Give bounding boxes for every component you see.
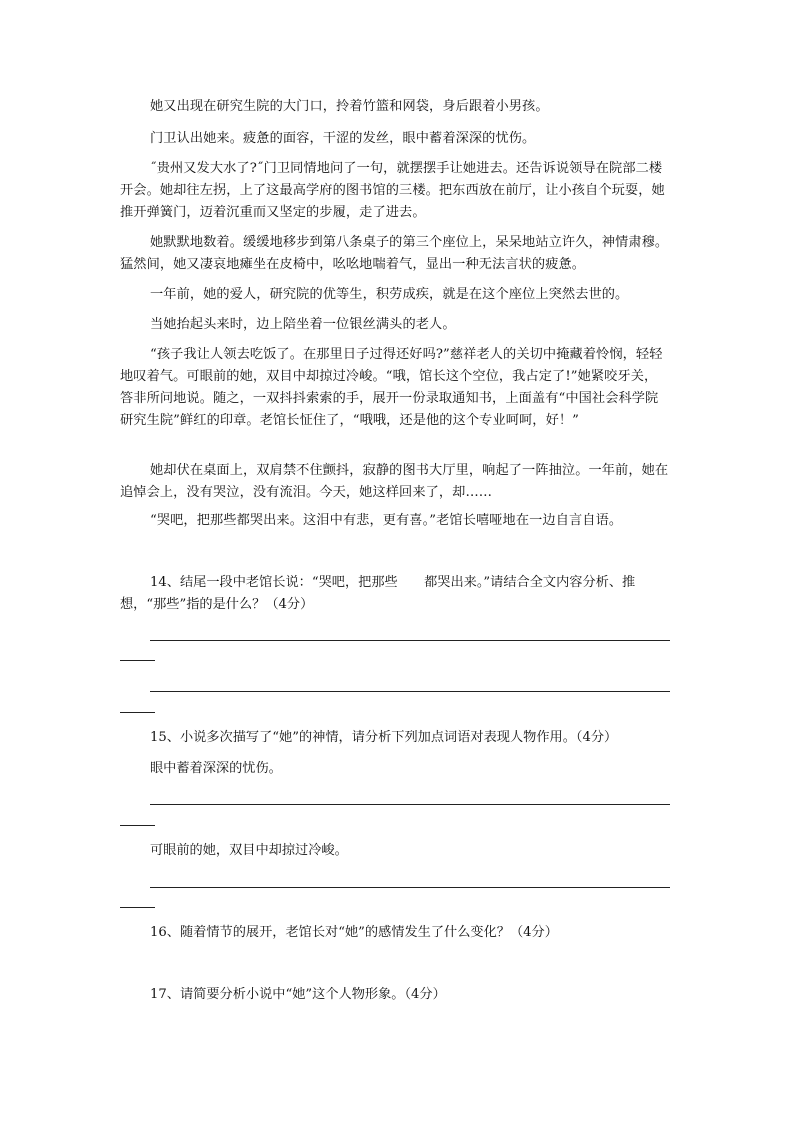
question-14: 14、结尾一段中老馆长说：“哭吧，把那些 都哭出来。”请结合全文内容分析、推想，“那些”指的是什么？（4分）	[120, 575, 636, 612]
answer-line-tail	[120, 825, 155, 826]
answer-line-tail	[120, 660, 155, 661]
story-paragraph-1: 她又出现在研究生院的大门口，拎着竹篮和网袋，身后跟着小男孩。	[150, 99, 549, 114]
story-paragraph-6: 当她抬起头来时，边上陪坐着一位银丝满头的老人。	[150, 317, 456, 332]
story-paragraph-9: “哭吧，把那些都哭出来。这泪中有悲，更有喜。”老馆长嘻哑地在一边自言自语。	[150, 513, 623, 528]
answer-line[interactable]	[150, 691, 670, 692]
story-paragraph-8: 她却伏在桌面上，双肩禁不住颤抖，寂静的图书大厅里，响起了一阵抽泣。一年前，她在追悼会上，没有哭泣，没有流泪。今天，她这样回来了，却……	[120, 463, 669, 500]
question-16: 16、随着情节的展开，老馆长对“她”的感情发生了什么变化？（4分）	[150, 925, 558, 940]
answer-line[interactable]	[150, 804, 670, 805]
answer-line[interactable]	[150, 640, 670, 641]
story-paragraph-3: ˝贵州又发大水了?˝门卫同情地问了一句，就摆摆手让她进去。还告诉说领导在院部二楼开会。她却往左拐，上了这最高学府的图书馆的三楼。把东西放在前厅，让小孩自个玩耍，她推开弹簧门，迈着沉重而又坚定的步履，走了进去。	[120, 161, 665, 220]
story-paragraph-2: 门卫认出她来。疲惫的面容，干涩的发丝，眼中蓄着深深的忧伤。	[150, 131, 536, 146]
story-paragraph-7: “孩子我让人领去吃饭了。在那里日子过得还好吗?”慈祥老人的关切中掩藏着怜悯，轻轻地叹着气。可眼前的她，双目中却掠过冷峻。“哦，馆长这个空位，我占定了!”她紧咬牙关，答非所问地说。随之，一双抖抖索索的手，展开一份录取通知书，上面盖有“中国社会科学院研究生院”鲜红的印章。老馆长怔住了，“哦哦，还是他的这个专业呵呵，好！”	[120, 347, 663, 428]
question-15-item-a: 眼中蓄着深深的忧伤。	[150, 761, 282, 776]
answer-line-tail	[120, 712, 155, 713]
answer-line-tail	[120, 907, 155, 908]
story-paragraph-5: 一年前，她的爱人，研究院的优等生，积劳成疾，就是在这个座位上突然去世的。	[150, 287, 629, 302]
question-17: 17、请简要分析小说中“她”这个人物形象。（4分）	[150, 987, 446, 1002]
story-paragraph-4: 她默默地数着。缓缓地移步到第八条桌子的第三个座位上，呆呆地站立许久，神情肃穆。猛然间，她又凄哀地瘫坐在皮椅中，吆吆地喘着气，显出一种无法言状的疲惫。	[120, 235, 669, 272]
question-15: 15、小说多次描写了“她”的神情，请分析下列加点词语对表现人物作用。（4分）	[150, 730, 618, 745]
question-15-item-b: 可眼前的她，双目中却掠过冷峻。	[150, 843, 348, 858]
answer-line[interactable]	[150, 887, 670, 888]
